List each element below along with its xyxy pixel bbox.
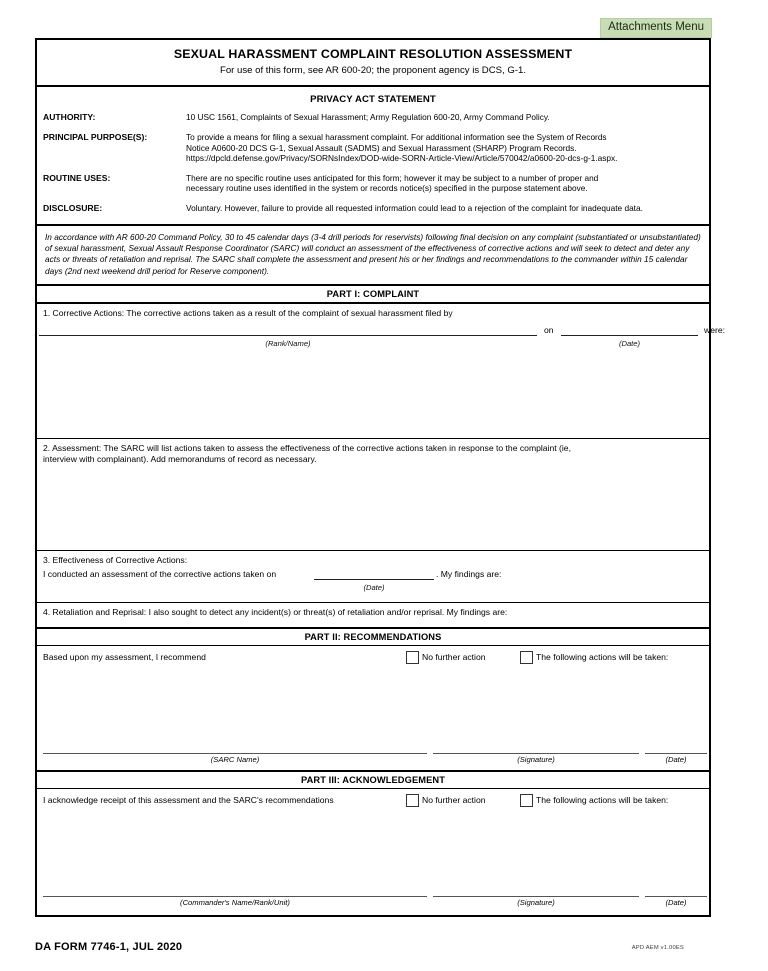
item-1-name-caption: (Rank/Name) — [265, 338, 311, 348]
part-3-following-actions-checkbox[interactable] — [520, 794, 533, 807]
item-1-corrective-actions — [37, 304, 726, 439]
privacy-text-line: Voluntary. However, failure to provide all requested information could lead to a rejection of the complaint for inadequate data. — [186, 202, 643, 213]
form-subtitle: For use of this form, see AR 600-20; the proponent agency is DCS, G-1. — [219, 65, 527, 76]
part-2-following-actions-checkbox[interactable] — [520, 651, 533, 664]
item-3-lead: I conducted an assessment of the corrective actions taken on — [43, 568, 277, 579]
assessment-notice: In accordance with AR 600-20 Command Policy, 30 to 45 calendar days (3-4 drill periods for reservists) following final decision on any complaint (substantiated or unsubstantiated) of sexual harassment, Sexual Assault Response Coordinator (SARC) will conduct an assessment of the effectiveness of corrective actions and will seek to detect and deter any acts or threats of retaliation and reprisal. The SARC shall complete the assessment and present his or her findings and recommendations to the commander within 15 calendar days (2nd next weekend drill period for Reserve component). — [37, 226, 709, 286]
item-3-date-line[interactable] — [314, 579, 434, 580]
part-3-no-further-action-checkbox[interactable] — [406, 794, 419, 807]
privacy-item-routine-uses — [43, 173, 703, 194]
part-3-date-caption: (Date) — [665, 897, 687, 907]
privacy-item-text — [186, 132, 703, 164]
part-2-no-further-action-label: No further action — [422, 651, 486, 662]
item-1-on-label: on — [544, 324, 554, 335]
privacy-item-authority — [43, 112, 703, 123]
item-3-trailing: . My findings are: — [436, 568, 502, 579]
part-2-signature-strip — [37, 742, 709, 772]
top-toolbar — [0, 0, 768, 38]
privacy-item-label: DISCLOSURE: — [43, 202, 103, 213]
form-number: DA FORM 7746-1, JUL 2020 — [35, 941, 183, 953]
privacy-item-text — [186, 112, 703, 123]
item-2-assessment — [37, 439, 709, 551]
privacy-text-line: Notice A0600-20 DCS G-1, Sexual Assault (SADMS) and Sexual Harassment (SHARP) Program Records. — [186, 142, 577, 153]
part-3-commander-name-caption: (Commander's Name/Rank/Unit) — [180, 897, 290, 907]
item-4-text: 4. Retaliation and Reprisal: I also sought to detect any incident(s) or threat(s) of retaliation and/or reprisal. My findings are: — [43, 606, 508, 617]
privacy-text-line: necessary routine uses identified in the system or records notice(s) specified in the purpose statement above. — [186, 183, 588, 194]
item-1-text: 1. Corrective Actions: The corrective actions taken as a result of the complaint of sexual harassment filed by — [43, 307, 453, 318]
item-2-line-1: 2. Assessment: The SARC will list actions taken to assess the effectiveness of the corrective actions taken in response to the complaint (ie, — [43, 442, 571, 453]
attachments-menu-button[interactable]: Attachments Menu — [600, 18, 712, 38]
part-2-sarc-name-caption: (SARC Name) — [210, 754, 260, 764]
part-3-signature-caption: (Signature) — [517, 897, 555, 907]
part-2-following-actions-label: The following actions will be taken: — [536, 651, 669, 662]
privacy-item-label: PRINCIPAL PURPOSE(S): — [43, 132, 148, 142]
item-1-name-line[interactable] — [39, 335, 537, 336]
part-3-acknowledge-row — [37, 789, 709, 813]
part-3-band: PART III: ACKNOWLEDGEMENT — [37, 772, 709, 789]
part-3-signature-line[interactable] — [433, 896, 639, 897]
item-3-date-caption: (Date) — [363, 582, 385, 592]
part-2-date-caption: (Date) — [665, 754, 687, 764]
item-3-heading: 3. Effectiveness of Corrective Actions: — [43, 554, 188, 565]
item-3-effectiveness — [37, 551, 709, 603]
privacy-text-line: There are no specific routine uses anticipated for this form; however it may be subject to a number of proper and — [186, 172, 599, 183]
page-title: SEXUAL HARASSMENT COMPLAINT RESOLUTION ASSESSMENT — [173, 47, 573, 61]
part-2-signature-caption: (Signature) — [517, 754, 555, 764]
item-2-line-2: interview with complainant). Add memorandums of record as necessary. — [43, 454, 317, 465]
privacy-item-text — [186, 173, 703, 194]
part-3-date-line[interactable] — [645, 896, 707, 897]
privacy-act-section — [37, 87, 709, 226]
form-title-band — [37, 40, 709, 87]
privacy-text-line: 10 USC 1561, Complaints of Sexual Harassment; Army Regulation 600-20, Army Command Policy. — [186, 112, 550, 122]
part-2-recommend-row — [37, 646, 709, 670]
privacy-item-label: ROUTINE USES: — [43, 172, 111, 183]
part-3-commander-name-line[interactable] — [43, 896, 427, 897]
privacy-item-text — [186, 203, 703, 214]
part-3-actions-textarea[interactable] — [37, 813, 709, 885]
privacy-text-line: To provide a means for filing a sexual harassment complaint. For additional information see the System of Records — [186, 132, 607, 142]
da-form-7746-1 — [35, 38, 726, 917]
privacy-text-line: https://dpcld.defense.gov/Privacy/SORNsIndex/DOD-wide-SORN-Article-View/Article/570042/a0600-20-dcs-g-1.aspx. — [186, 153, 618, 164]
part-2-sarc-name-line[interactable] — [43, 753, 427, 754]
privacy-item-label: AUTHORITY: — [43, 112, 96, 122]
privacy-item-disclosure — [43, 203, 703, 214]
part-2-signature-line[interactable] — [433, 753, 639, 754]
item-1-date-caption: (Date) — [618, 338, 641, 348]
part-3-following-actions-label: The following actions will be taken: — [536, 794, 669, 805]
privacy-act-heading: PRIVACY ACT STATEMENT — [310, 94, 436, 105]
part-3-no-further-action-label: No further action — [422, 794, 486, 805]
privacy-act-body — [37, 111, 709, 224]
part-2-band: PART II: RECOMMENDATIONS — [37, 629, 709, 646]
part-2-lead: Based upon my assessment, I recommend — [43, 651, 206, 662]
part-1-band: PART I: COMPLAINT — [37, 286, 709, 304]
item-1-date-line[interactable] — [561, 335, 698, 336]
part-3-signature-strip — [37, 885, 709, 915]
form-footer — [35, 941, 725, 963]
privacy-item-principal-purposes — [43, 132, 703, 164]
apd-version: APD AEM v1.00ES — [631, 945, 684, 951]
part-2-no-further-action-checkbox[interactable] — [406, 651, 419, 664]
item-4-retaliation-reprisal — [37, 603, 709, 629]
part-2-date-line[interactable] — [645, 753, 707, 754]
part-2-actions-textarea[interactable] — [37, 670, 709, 742]
item-1-were-label: were: — [704, 324, 726, 335]
part-3-lead: I acknowledge receipt of this assessment and the SARC's recommendations — [43, 794, 334, 805]
